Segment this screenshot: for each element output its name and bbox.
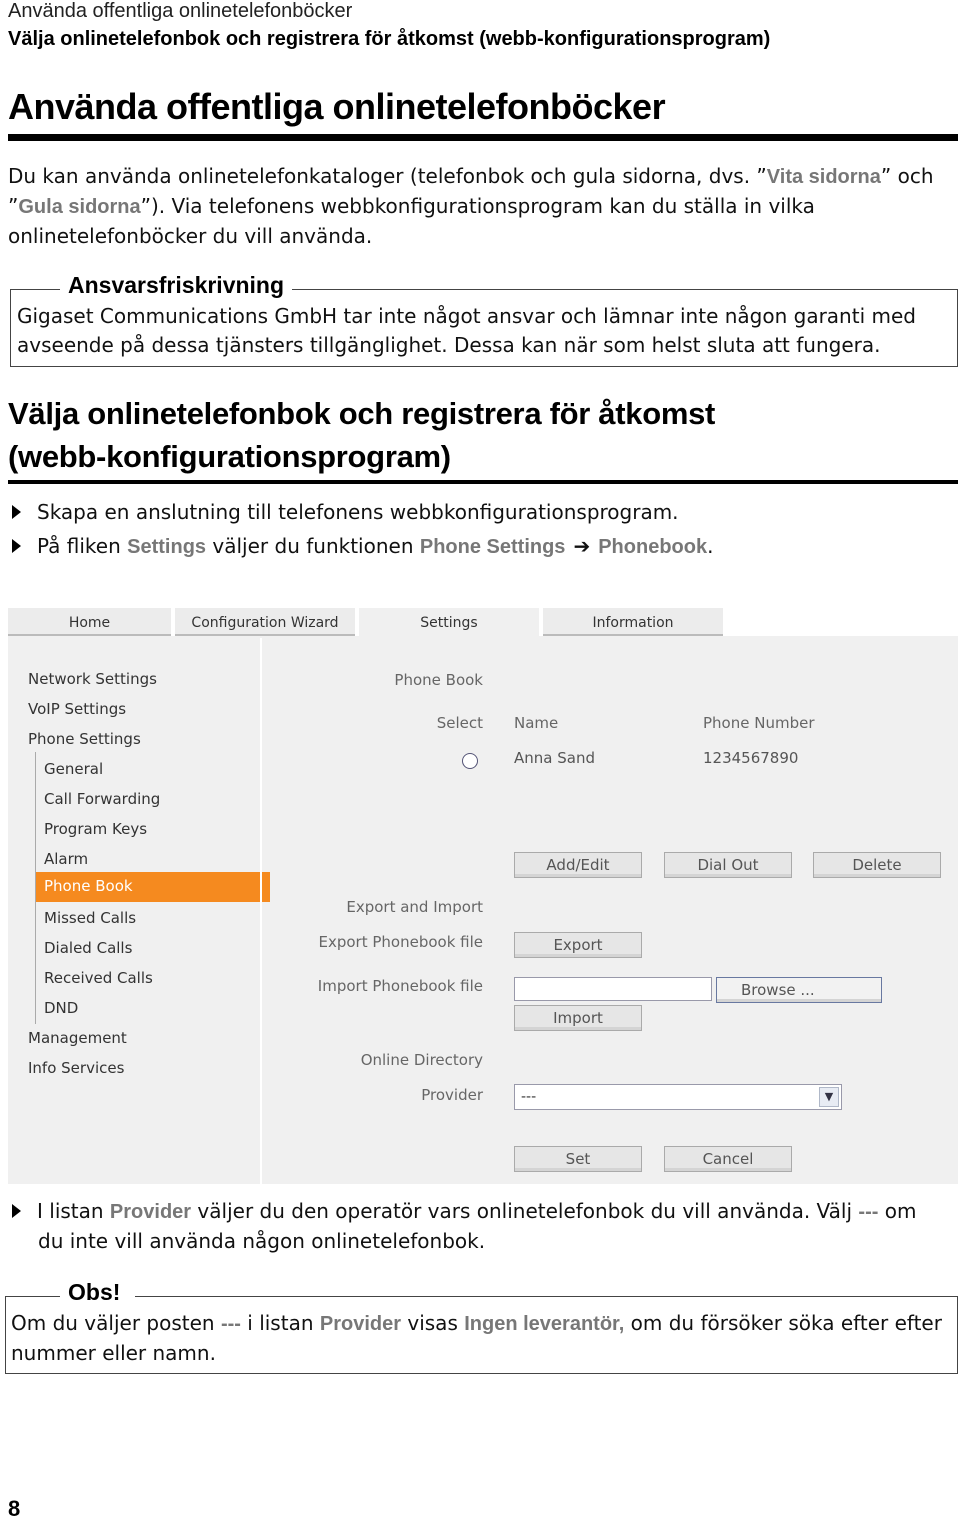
step-1 xyxy=(12,498,679,527)
note-box-top-left xyxy=(5,1296,60,1297)
chevron-down-icon[interactable]: ▼ xyxy=(819,1087,839,1107)
online-directory-heading: Online Directory xyxy=(360,1051,483,1069)
phone-number-column-header: Phone Number xyxy=(703,714,815,732)
phone-book-heading: Phone Book xyxy=(394,671,483,689)
right-arrow-icon: ➔ xyxy=(573,534,591,558)
intro-text-1: Du kan använda onlinetelefonkataloger (telefonbok och gula sidorna, dvs. ” xyxy=(8,164,767,188)
name-column-header: Name xyxy=(514,714,559,732)
note-text-a: Om du väljer posten xyxy=(11,1311,221,1335)
nav-received-calls[interactable]: Received Calls xyxy=(44,969,153,987)
bullet-arrow-icon xyxy=(12,539,21,553)
term-phone-settings: Phone Settings xyxy=(419,536,566,558)
note-term-ingen-leverantor: Ingen leverantör, xyxy=(464,1313,625,1335)
step-2-text-b: väljer du funktionen xyxy=(206,534,420,558)
nav-network-settings[interactable]: Network Settings xyxy=(28,670,157,688)
nav-program-keys[interactable]: Program Keys xyxy=(44,820,148,838)
select-column-header: Select xyxy=(436,714,483,732)
intro-text-3: ” xyxy=(8,194,19,218)
tab-settings[interactable]: Settings xyxy=(359,608,539,636)
step-3-text-b: väljer du den operatör vars onlinetelefonbok du vill använda. Välj xyxy=(191,1199,859,1223)
subsection-title-line-2: (webb-konfigurationsprogram) xyxy=(8,439,451,474)
nav-phone-settings[interactable]: Phone Settings xyxy=(28,730,141,748)
running-header-chapter: Använda offentliga onlinetelefonböcker xyxy=(8,0,353,22)
disclaimer-line-2: avseende på dessa tjänsters tillgänglighet. Dessa kan när som helst sluta att fungera. xyxy=(17,333,881,357)
nav-call-forwarding[interactable]: Call Forwarding xyxy=(44,790,161,808)
step-3-line-2: du inte vill använda någon onlinetelefonbok. xyxy=(38,1229,486,1253)
import-button[interactable]: Import xyxy=(514,1005,642,1031)
intro-text-4: ”). Via telefonens webbkonfigurationsprogram kan du ställa in vilka xyxy=(140,194,815,218)
term-phonebook: Phonebook xyxy=(598,536,708,558)
note-title: Obs! xyxy=(60,1279,128,1306)
tab-bar xyxy=(8,606,958,636)
nav-dnd[interactable]: DND xyxy=(44,999,79,1017)
provider-select[interactable] xyxy=(514,1084,842,1110)
intro-text-5: onlinetelefonböcker du vill använda. xyxy=(8,224,373,248)
tab-configuration-wizard[interactable]: Configuration Wizard xyxy=(175,608,355,636)
step-3-text-c: om xyxy=(878,1199,917,1223)
note-term-dashes: --- xyxy=(220,1313,241,1335)
nav-phone-book-label: Phone Book xyxy=(44,877,133,895)
term-dashes: --- xyxy=(858,1201,879,1223)
subsection-title xyxy=(8,392,715,478)
note-text-d: om du försöker söka efter efter xyxy=(624,1311,942,1335)
tab-information[interactable]: Information xyxy=(543,608,723,636)
bullet-arrow-icon xyxy=(12,1204,21,1218)
step-3-text-a: I listan xyxy=(37,1199,110,1223)
term-provider: Provider xyxy=(109,1201,192,1223)
note-box-top-right xyxy=(135,1296,958,1297)
dial-out-button[interactable]: Dial Out xyxy=(664,852,792,878)
disclaimer-title: Ansvarsfriskrivning xyxy=(60,272,292,299)
tab-home[interactable]: Home xyxy=(8,608,171,636)
disclaimer-line-1: Gigaset Communications GmbH tar inte något ansvar och lämnar inte någon garanti med xyxy=(17,304,916,328)
browse-button[interactable]: Browse ... xyxy=(716,977,882,1003)
nav-voip-settings[interactable]: VoIP Settings xyxy=(28,700,127,718)
term-vita-sidorna: Vita sidorna xyxy=(766,166,881,188)
note-line-2: nummer eller namn. xyxy=(11,1341,216,1365)
settings-panel xyxy=(8,638,958,1184)
term-settings: Settings xyxy=(127,536,207,558)
running-header-section: Välja onlinetelefonbok och registrera för åtkomst (webb-konfigurationsprogram) xyxy=(8,28,771,50)
set-button[interactable]: Set xyxy=(514,1146,642,1172)
nav-info-services[interactable]: Info Services xyxy=(28,1059,125,1077)
nav-general[interactable]: General xyxy=(44,760,104,778)
nav-phone-book-active[interactable] xyxy=(36,872,270,902)
step-3 xyxy=(12,1197,958,1256)
entry-select-radio[interactable] xyxy=(462,753,478,769)
section-title: Använda offentliga onlinetelefonböcker xyxy=(8,86,666,127)
bullet-arrow-icon xyxy=(12,505,21,519)
disclaimer-text xyxy=(17,302,957,360)
disclaimer-box-top-right xyxy=(283,289,958,290)
export-button[interactable]: Export xyxy=(514,932,642,958)
step-1-text: Skapa en anslutning till telefonens webbkonfigurationsprogram. xyxy=(37,500,679,524)
nav-management[interactable]: Management xyxy=(28,1029,127,1047)
export-import-heading: Export and Import xyxy=(346,898,483,916)
import-phonebook-label: Import Phonebook file xyxy=(317,977,483,995)
nav-missed-calls[interactable]: Missed Calls xyxy=(44,909,137,927)
disclaimer-box-top-left xyxy=(10,289,60,290)
nav-alarm[interactable]: Alarm xyxy=(44,850,89,868)
add-edit-button[interactable]: Add/Edit xyxy=(514,852,642,878)
import-file-path-field[interactable] xyxy=(514,977,712,1001)
note-text-c: visas xyxy=(401,1311,465,1335)
section-rule xyxy=(8,134,958,141)
provider-selected-value: --- xyxy=(521,1089,537,1105)
intro-paragraph xyxy=(8,162,958,251)
export-phonebook-label: Export Phonebook file xyxy=(318,933,483,951)
web-configurator-screenshot xyxy=(8,606,958,1184)
nav-dialed-calls[interactable]: Dialed Calls xyxy=(44,939,133,957)
settings-sidebar xyxy=(8,638,260,1184)
step-2-text-a: På fliken xyxy=(37,534,128,558)
term-gula-sidorna: Gula sidorna xyxy=(18,196,141,218)
note-text-b: i listan xyxy=(240,1311,320,1335)
intro-text-2: ” och xyxy=(880,164,934,188)
sidebar-separator xyxy=(260,638,262,1184)
subsection-rule xyxy=(8,480,958,484)
delete-button[interactable]: Delete xyxy=(813,852,941,878)
entry-phone-number: 1234567890 xyxy=(703,749,799,767)
step-2 xyxy=(12,532,713,562)
note-term-provider: Provider xyxy=(319,1313,402,1335)
note-text xyxy=(11,1309,956,1368)
subsection-title-line-1: Välja onlinetelefonbok och registrera för åtkomst xyxy=(8,396,716,431)
page-number: 8 xyxy=(8,1496,21,1520)
step-2-end: . xyxy=(707,534,714,558)
provider-label: Provider xyxy=(421,1086,483,1104)
entry-name: Anna Sand xyxy=(514,749,595,767)
cancel-button[interactable]: Cancel xyxy=(664,1146,792,1172)
